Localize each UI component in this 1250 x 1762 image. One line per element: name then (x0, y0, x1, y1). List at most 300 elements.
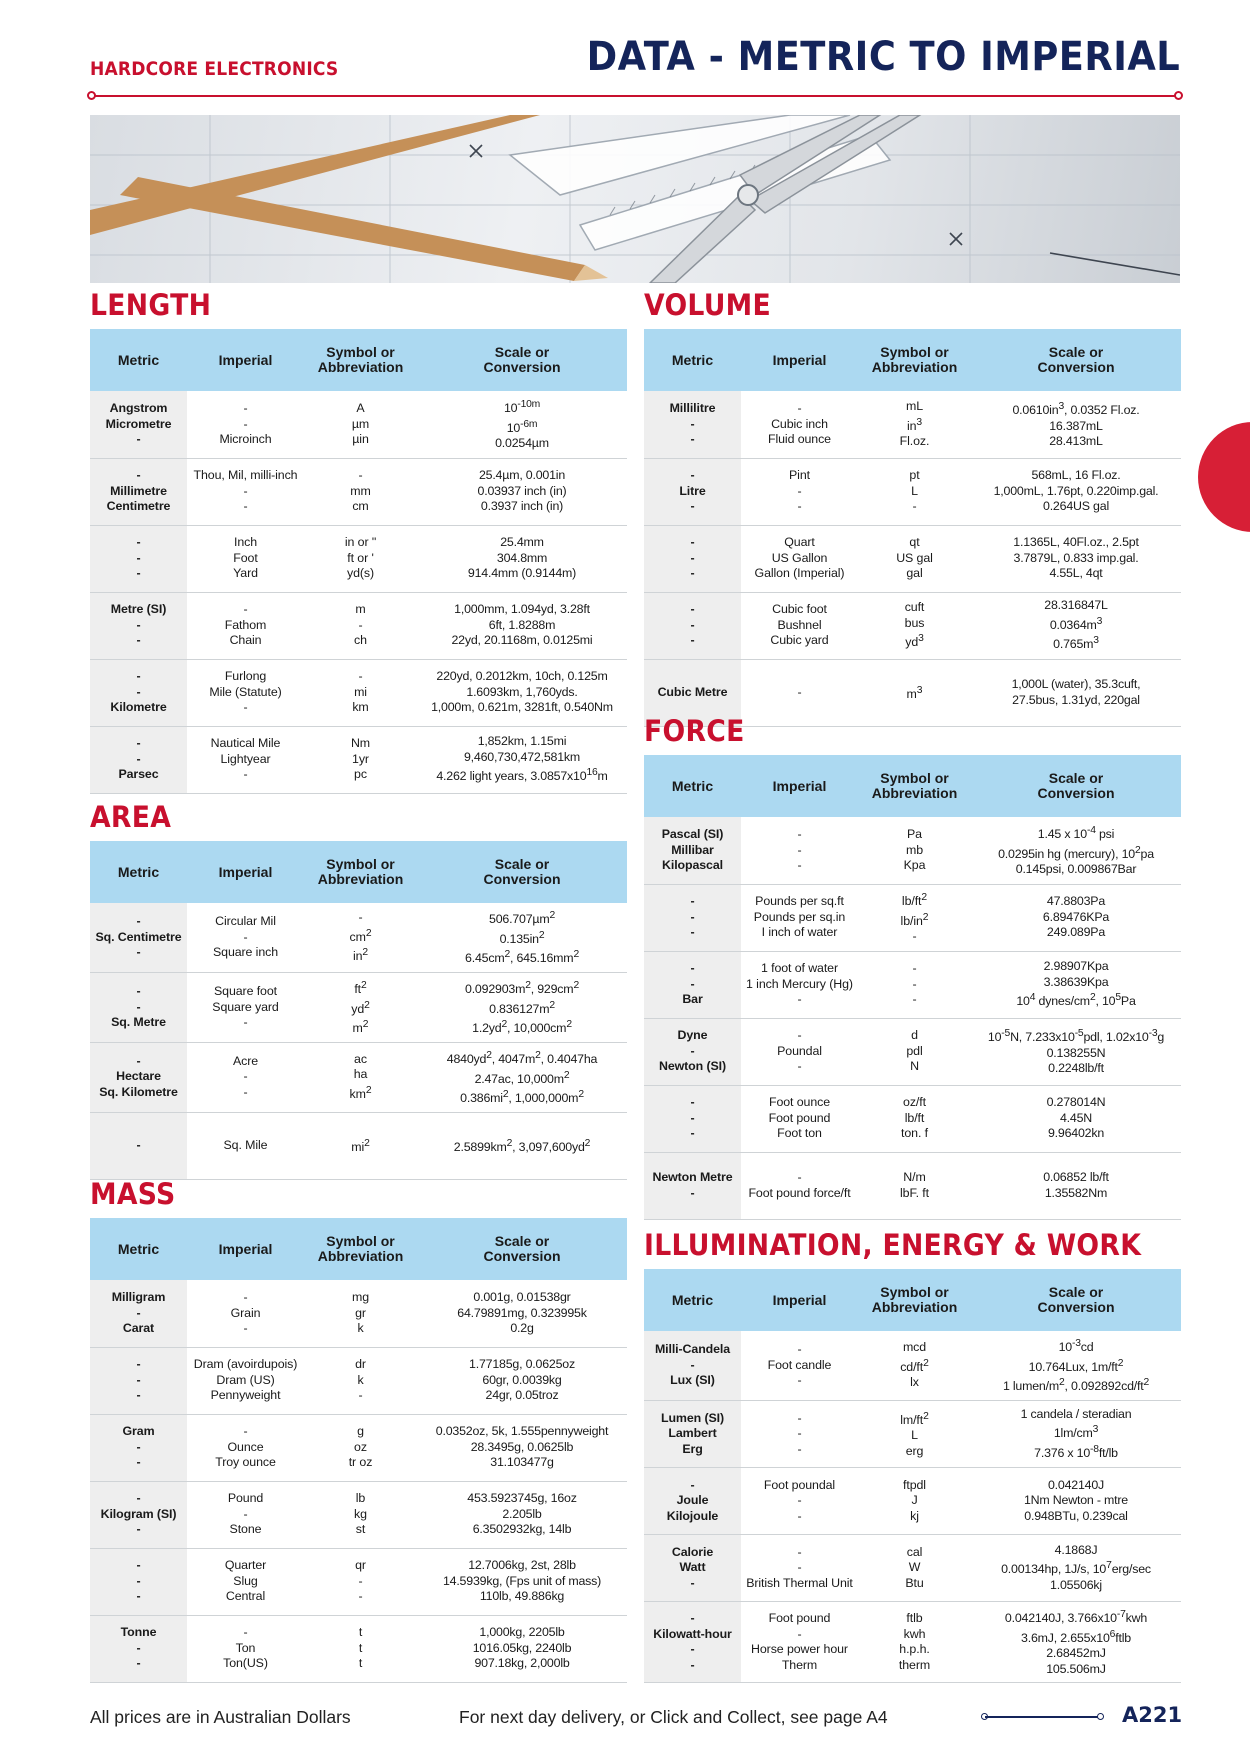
cell-symbol-line: cm (352, 499, 369, 514)
cell-imperial-line: - (243, 1290, 248, 1304)
cell-symbol-line: $lb/ft^2$ (901, 892, 928, 909)
section-title-mass: MASS (90, 1177, 176, 1211)
table-row (90, 1280, 627, 1347)
cell-imperial (187, 1481, 304, 1548)
cell-scale-line: 6.89476KPa (1042, 909, 1110, 924)
cell-metric-line: Millimetre (110, 483, 167, 498)
cell-symbol-line: - (358, 1589, 363, 1604)
cell-symbol-line: pdl (906, 1043, 923, 1058)
cell-imperial-line: US Gallon (771, 550, 828, 565)
cell-symbol-line: t (358, 1640, 363, 1655)
table-row (644, 1534, 1181, 1601)
cell-imperial-line: Pounds per sq.ft (755, 894, 844, 909)
cell-symbol (858, 525, 971, 592)
cell-symbol-line: µm (351, 416, 370, 431)
col-header-imperial-text: Imperial (218, 1240, 273, 1257)
cell-scale-line: 0.948BTu, 0.239cal (1024, 1508, 1128, 1523)
cell-imperial (187, 1548, 304, 1615)
cell-scale-line: $1.2yd^2$, $10,000cm^2$ (472, 1019, 572, 1036)
cell-scale-line: 1.6093km, 1,760yds. (466, 684, 578, 699)
cell-imperial-line: - (797, 1508, 802, 1523)
cell-symbol-line: - (912, 992, 917, 1007)
cell-metric-line: Calorie (671, 1544, 714, 1559)
cell-imperial-line: - (797, 1626, 802, 1641)
cell-scale-line: 0.042140J (1047, 1477, 1105, 1492)
cell-scale-line: $0.765m^3$ (1053, 635, 1099, 652)
cell-metric (644, 391, 741, 458)
col-header-metric-text: Metric (671, 1291, 714, 1308)
cell-scale (971, 1085, 1181, 1152)
cell-symbol-line: ton. f (901, 1126, 928, 1141)
cell-scale-line: $0.836127m^2$ (489, 999, 555, 1016)
cell-symbol (304, 726, 417, 793)
col-header-symbol-text: Abbreviation (317, 871, 404, 887)
cell-imperial-line: Ounce (227, 1439, 264, 1454)
col-header-scale-text: Scale or (494, 344, 550, 360)
table-header-row (644, 755, 1181, 817)
cell-scale-line: 0.278014N (1046, 1095, 1106, 1110)
cell-imperial (187, 1280, 304, 1347)
col-header-imperial-text: Imperial (772, 351, 827, 368)
cell-imperial-line: Foot candle (767, 1357, 832, 1372)
cell-symbol-line: oz/ft (903, 1095, 926, 1110)
cell-symbol-line: A (356, 401, 365, 415)
cell-imperial-line: Sq. Mile (223, 1137, 268, 1152)
cell-metric (644, 1601, 741, 1682)
cell-symbol-line: mcd (902, 1340, 927, 1355)
cell-scale (971, 1331, 1181, 1400)
col-header-imperial (187, 1218, 304, 1280)
cell-metric-line: - (136, 535, 141, 550)
cell-scale-line: 0.03937 inch (in) (477, 483, 567, 498)
cell-imperial (741, 884, 858, 951)
table-row (644, 458, 1181, 525)
col-header-symbol-text: Abbreviation (871, 785, 958, 801)
cell-scale-line: 1,000m, 0.621m, 3281ft, 0.540Nm (431, 700, 613, 715)
table-header-row (90, 329, 627, 391)
cell-imperial-line: Circular Mil (215, 914, 276, 929)
cell-scale (971, 525, 1181, 592)
cell-imperial (741, 391, 858, 458)
cell-metric (90, 525, 187, 592)
cell-symbol (304, 1615, 417, 1682)
table-row (644, 1152, 1181, 1219)
cell-scale (417, 726, 627, 793)
cell-symbol-line: - (358, 617, 363, 632)
cell-scale-line: 453.5923745g, 16oz (467, 1491, 577, 1506)
cell-scale-line: $0.092903m^2$, $929cm^2$ (465, 979, 579, 996)
cell-scale-line: 110lb, 49.886kg (479, 1589, 565, 1604)
col-header-metric (90, 1218, 187, 1280)
cell-scale-line: 0.00134hp, 1J/s, $10^7erg/\sec$ (1001, 1560, 1151, 1577)
cell-scale-line: $10^4$ dynes/$cm^2$, $10^5Pa$ (1016, 992, 1136, 1009)
cell-scale-line: 1 lumen/$m^2$, $0.092892cd/ft^2$ (1002, 1377, 1150, 1394)
cell-symbol-line: kwh (903, 1626, 926, 1641)
cell-scale-line: $0.135in^2$ (499, 929, 545, 946)
cell-scale-line: 28.413mL (1049, 434, 1103, 449)
cell-metric-line: - (690, 1110, 695, 1125)
cell-scale (971, 1467, 1181, 1534)
cell-symbol (304, 1548, 417, 1615)
cell-symbol-line: Pa (907, 827, 922, 841)
cell-scale (971, 1018, 1181, 1085)
cell-imperial-line: - (243, 1625, 248, 1640)
table-row (644, 525, 1181, 592)
cell-metric-line: Erg (682, 1441, 703, 1456)
header-rule-dot-right (1174, 91, 1183, 100)
cell-scale (417, 458, 627, 525)
cell-metric (90, 1042, 187, 1112)
cell-scale-line: 4.55L, 4qt (1049, 566, 1103, 581)
col-header-symbol (858, 329, 971, 391)
cell-metric (644, 951, 741, 1018)
cell-scale-line: $6.45cm^2$, $645.16mm^2$ (465, 949, 579, 966)
cell-imperial (741, 1331, 858, 1400)
cell-scale-line: 7.376 x $10^{-8}ft/lb$ (1034, 1443, 1118, 1460)
cell-scale (417, 1112, 627, 1179)
cell-scale-line: 0.001g, 0.01538gr (473, 1290, 571, 1304)
cell-scale-line: 1.45 x $10^{-4}$ psi (1037, 824, 1115, 841)
table-row (644, 592, 1181, 659)
cell-imperial-line: Foot pound force/ft (748, 1185, 851, 1200)
cell-imperial-line: Foot pound (768, 1611, 831, 1625)
cell-scale (971, 1400, 1181, 1467)
section-illumination-energy-work (644, 1227, 1181, 1683)
col-header-symbol-text: Symbol or (880, 770, 949, 786)
cell-scale-line: 0.0352oz, 5k, 1.555pennyweight (435, 1424, 609, 1439)
cell-symbol-line: in or " (344, 535, 377, 550)
cell-scale (417, 972, 627, 1042)
length-table (90, 329, 627, 794)
cell-symbol-line: N (910, 1059, 919, 1074)
cell-scale-line: $10^{-10m}$ (503, 398, 541, 415)
table-row (90, 592, 627, 659)
col-header-scale-text: Scale or (1048, 1284, 1104, 1300)
cell-scale-line: 220yd, 0.2012km, 10ch, 0.125m (436, 669, 608, 684)
cell-symbol-line: oz (354, 1439, 367, 1454)
cell-scale-line: 1,000kg, 2205lb (479, 1625, 565, 1640)
cell-symbol-line: k (357, 1321, 364, 1335)
cell-metric (90, 972, 187, 1042)
cell-symbol-line: - (912, 499, 917, 514)
cell-symbol-line: N/m (903, 1170, 926, 1184)
cell-scale-line: 6.3502932kg, 14lb (472, 1522, 572, 1537)
cell-imperial-line: - (243, 1084, 248, 1099)
cell-scale (971, 458, 1181, 525)
cell-imperial-line: - (797, 1059, 802, 1074)
cell-metric (644, 1331, 741, 1400)
cell-scale-line: $10^{-5}N$, $7.233x10^{-5}pdl$, $1.02x10^{-3}g$ (987, 1028, 1165, 1045)
cell-imperial (741, 951, 858, 1018)
col-header-metric-text: Metric (117, 863, 160, 880)
cell-symbol-line: dr (355, 1357, 366, 1372)
table-row (90, 972, 627, 1042)
cell-symbol-line: ha (353, 1067, 368, 1082)
cell-symbol-line: qt (909, 535, 920, 550)
cell-scale-line: 1,852km, 1.15mi (477, 734, 567, 749)
cell-scale (417, 1042, 627, 1112)
cell-metric (90, 1347, 187, 1414)
cell-imperial (741, 1152, 858, 1219)
cell-metric (90, 659, 187, 726)
cell-metric-line: - (136, 1388, 141, 1403)
cell-imperial-line: Microinch (219, 432, 272, 446)
cell-scale-line: $0.0364m^3$ (1049, 615, 1103, 632)
cell-imperial-line: Ton(US) (223, 1656, 268, 1671)
col-header-scale (417, 329, 627, 391)
cell-imperial-line: - (243, 700, 248, 715)
cell-symbol-line: $mi^2$ (351, 1137, 370, 1154)
cell-metric-line: - (690, 894, 695, 909)
col-header-symbol-text: Symbol or (326, 856, 395, 872)
mass-table (90, 1218, 627, 1683)
cell-symbol-line: cuft (904, 600, 925, 615)
cell-scale-line: 907.18kg, 2,000lb (474, 1656, 570, 1671)
cell-imperial-line: - (797, 1373, 802, 1388)
cell-metric-line: - (136, 1439, 141, 1454)
cell-symbol-line: $yd^3$ (905, 633, 924, 650)
cell-imperial (741, 1018, 858, 1085)
cell-metric-line: Newton Metre (652, 1170, 733, 1184)
cell-symbol-line: mb (905, 842, 923, 857)
cell-scale-line: 16.387mL (1049, 418, 1103, 433)
cell-scale (417, 391, 627, 458)
col-header-scale-text: Scale or (1048, 344, 1104, 360)
cell-metric-line: - (136, 617, 141, 632)
table-row (644, 817, 1181, 884)
cell-imperial (187, 1112, 304, 1179)
cell-symbol-line: lb/ft (904, 1110, 925, 1125)
cell-imperial-line: Pint (789, 468, 810, 483)
cell-scale-line: 0.145psi, 0.009867Bar (1015, 862, 1137, 877)
table-row (90, 903, 627, 972)
cell-metric-line: - (690, 925, 695, 940)
cell-imperial-line: - (797, 483, 802, 498)
col-header-metric (644, 755, 741, 817)
cell-metric-line: - (690, 1185, 695, 1200)
cell-symbol (304, 1112, 417, 1179)
cell-metric-line: Pascal (SI) (661, 827, 724, 841)
cell-metric-line: - (136, 1372, 141, 1387)
cell-symbol-line: µin (352, 432, 369, 446)
col-header-scale-text: Scale or (494, 856, 550, 872)
cell-symbol-line: lb (355, 1491, 366, 1506)
cell-symbol-line: $m^3$ (906, 684, 923, 701)
cell-symbol (858, 1085, 971, 1152)
cell-symbol-line: J (911, 1493, 918, 1508)
cell-imperial-line: Square yard (212, 999, 279, 1014)
cell-scale-line: 28.316847L (1044, 598, 1108, 613)
cell-scale-line: 24gr, 0.05troz (485, 1388, 559, 1403)
table-row (90, 1548, 627, 1615)
cell-scale-line: 31.103477g (490, 1455, 554, 1470)
cell-symbol-line: qr (355, 1558, 366, 1573)
cell-symbol-line: h.p.h. (899, 1642, 930, 1656)
cell-symbol (304, 1347, 417, 1414)
cell-imperial-line: Cubic yard (770, 633, 829, 648)
section-title-volume: VOLUME (644, 288, 772, 322)
cell-imperial-line: 1 foot of water (760, 961, 839, 976)
cell-symbol (304, 1280, 417, 1347)
footer-delivery-note: For next day delivery, or Click and Collect, see page A4 (459, 1707, 888, 1727)
cell-symbol-line: t (358, 1656, 363, 1671)
cell-scale-line: 4.262 light years, $3.0857x10^{16}m$ (436, 767, 608, 784)
cell-metric-line: Hectare (116, 1069, 161, 1084)
cell-scale-line: 105.506mJ (1046, 1661, 1106, 1676)
section-length (90, 287, 627, 794)
cell-scale-line: 64.79891mg, 0.323995k (457, 1305, 587, 1320)
cell-metric (644, 525, 741, 592)
cell-symbol (858, 951, 971, 1018)
col-header-scale-text: Scale or (1048, 770, 1104, 786)
cell-scale-line: 25.4mm (500, 535, 544, 550)
cell-symbol-line: Kpa (903, 858, 926, 872)
cell-imperial-line: Therm (781, 1657, 818, 1672)
cell-symbol-line: therm (898, 1657, 931, 1672)
col-header-scale (971, 1269, 1181, 1331)
cell-metric (644, 1534, 741, 1601)
cell-symbol (304, 592, 417, 659)
cell-symbol-line: L (911, 483, 918, 498)
cell-imperial-line: Pounds per sq.in (753, 909, 846, 924)
cell-symbol-line: $cd/ft^2$ (900, 1357, 929, 1374)
table-row (90, 726, 627, 793)
cell-metric-line: - (136, 1640, 141, 1655)
cell-symbol-line: g (357, 1424, 364, 1439)
cell-imperial-line: Central (225, 1589, 266, 1604)
cell-metric-line: - (136, 1522, 141, 1537)
section-title-area: AREA (90, 800, 172, 834)
cell-symbol-line: $m^2$ (352, 1019, 369, 1036)
cell-imperial-line: Cubic foot (772, 602, 827, 617)
cell-symbol-line: $km^2$ (349, 1084, 372, 1101)
cell-symbol-line: st (355, 1522, 366, 1537)
cell-imperial-line: - (243, 1506, 248, 1521)
cell-imperial-line: - (797, 827, 802, 841)
cell-imperial-line: Thou, Mil, milli-inch (193, 468, 298, 483)
cell-metric-line: - (136, 984, 141, 999)
cell-metric-line: Kilojoule (666, 1508, 719, 1523)
cell-imperial-line: - (797, 858, 802, 872)
cell-metric-line: Micrometre (105, 416, 172, 431)
table-row (644, 1331, 1181, 1400)
section-title-force: FORCE (644, 714, 745, 748)
cell-scale-line: 0.264US gal (1043, 499, 1109, 514)
cell-scale-line: $1lm/cm^3$ (1053, 1424, 1099, 1441)
col-header-imperial-text: Imperial (772, 777, 827, 794)
cell-imperial (187, 391, 304, 458)
cell-symbol-line: - (358, 1388, 363, 1403)
col-header-imperial (741, 755, 858, 817)
cell-metric-line: - (690, 535, 695, 550)
cell-imperial (187, 1347, 304, 1414)
cell-scale (417, 1615, 627, 1682)
cell-symbol-line: Nm (350, 736, 371, 751)
cell-metric-line: Litre (679, 483, 706, 498)
cell-scale (417, 525, 627, 592)
cell-symbol-line: $cm^2$ (349, 927, 372, 944)
cell-symbol-line: ft or ' (347, 550, 374, 565)
cell-imperial-line: Cubic inch (771, 416, 828, 431)
cell-imperial-line: - (243, 483, 248, 498)
cell-metric-line: - (136, 1357, 141, 1372)
table-row (90, 525, 627, 592)
cell-symbol-line: gal (906, 566, 923, 581)
col-header-metric (644, 1269, 741, 1331)
cell-symbol (858, 458, 971, 525)
cell-imperial-line: British Thermal Unit (746, 1575, 853, 1590)
cell-symbol-line: t (358, 1625, 363, 1640)
cell-scale (417, 1481, 627, 1548)
cell-metric-line: Dyne (677, 1028, 708, 1043)
col-header-symbol-text: Abbreviation (871, 1299, 958, 1315)
table-header-row (644, 329, 1181, 391)
cell-scale-line: 2.68452mJ (1046, 1646, 1106, 1661)
cell-scale-line: 1.77185g, 0.0625oz (469, 1357, 575, 1372)
cell-scale-line: 3.7879L, 0.833 imp.gal. (1013, 550, 1139, 565)
cell-metric-line: - (136, 669, 141, 684)
cell-imperial-line: - (243, 602, 248, 617)
cell-metric-line: - (136, 1053, 141, 1068)
cell-imperial-line: - (797, 1441, 802, 1456)
cell-metric-line: - (136, 1589, 141, 1604)
table-row (90, 391, 627, 458)
cell-symbol (304, 391, 417, 458)
table-row (90, 1414, 627, 1481)
cell-symbol (858, 1467, 971, 1534)
table-row (644, 1400, 1181, 1467)
cell-metric-line: - (136, 1305, 141, 1320)
col-header-imperial (187, 329, 304, 391)
header-rule (90, 95, 1180, 97)
cell-metric-line: - (690, 976, 695, 991)
cell-scale-line: 914.4mm (0.9144m) (467, 566, 577, 581)
cell-imperial (187, 659, 304, 726)
cell-symbol-line: d (911, 1028, 918, 1043)
cell-imperial-line: - (797, 1028, 802, 1043)
cell-scale-line: 0.0295in hg (mercury), $10^2pa$ (998, 844, 1154, 861)
col-header-scale-text: Scale or (494, 1233, 550, 1249)
cell-symbol-line: - (358, 1573, 363, 1588)
cell-metric-line: - (690, 961, 695, 976)
cell-scale (971, 592, 1181, 659)
cell-imperial-line: Furlong (224, 669, 267, 684)
table-row (90, 1042, 627, 1112)
cell-imperial (741, 1400, 858, 1467)
cell-symbol-line: $in^2$ (352, 947, 369, 964)
force-table (644, 755, 1181, 1220)
cell-symbol-line: - (912, 929, 917, 944)
cell-metric (90, 1414, 187, 1481)
cell-imperial-line: Pound (227, 1491, 264, 1506)
cell-metric-line: - (136, 999, 141, 1014)
cell-metric-line: Milli-Candela (654, 1342, 731, 1357)
cell-metric-line: - (136, 945, 141, 960)
header-rule-dot-left (87, 91, 96, 100)
cell-symbol-line: lbF. ft (900, 1185, 929, 1200)
col-header-metric (90, 841, 187, 903)
cell-symbol-line: Btu (905, 1575, 924, 1590)
cell-imperial-line: - (797, 1410, 802, 1425)
table-row (644, 1085, 1181, 1152)
table-row (644, 951, 1181, 1018)
cell-scale-line: 1 candela / steradian (1020, 1406, 1132, 1421)
cell-imperial (187, 1042, 304, 1112)
col-header-metric (644, 329, 741, 391)
col-header-symbol (858, 1269, 971, 1331)
brand-name: HARDCORE ELECTRONICS (90, 58, 339, 80)
cell-symbol-line: mL (905, 398, 923, 413)
